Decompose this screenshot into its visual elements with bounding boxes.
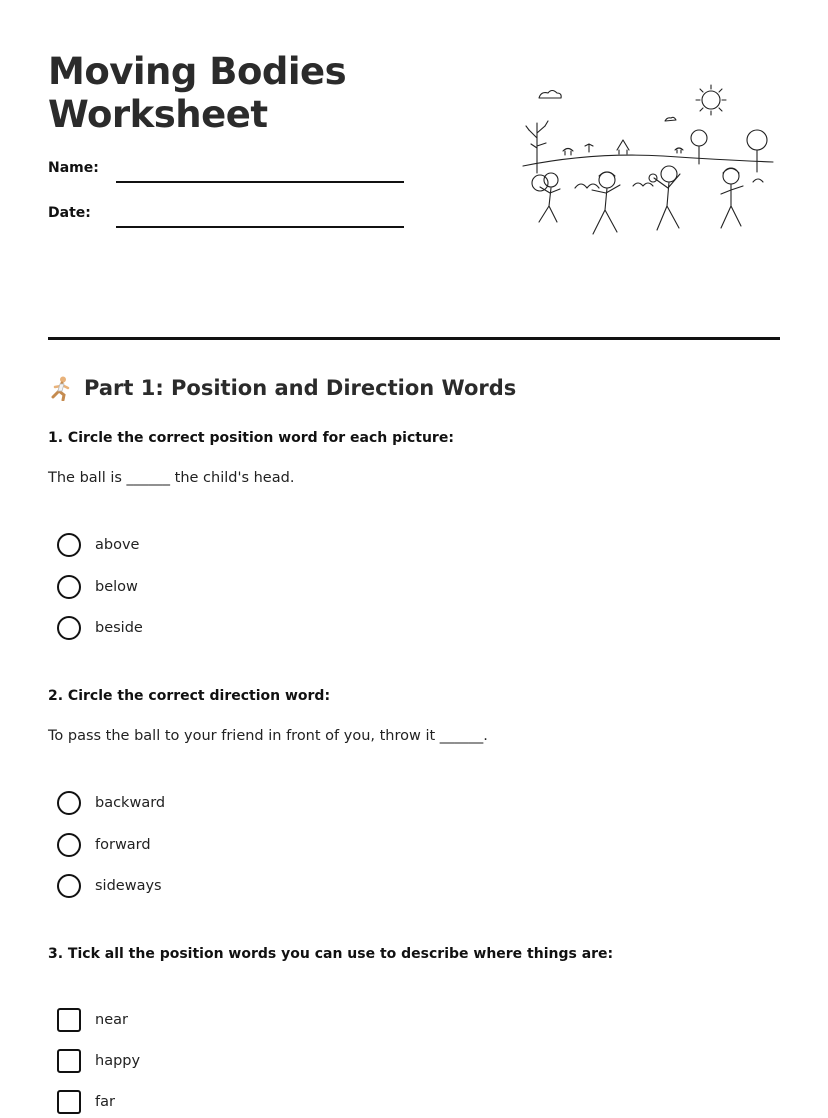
question-3: 3. Tick all the position words you can use to describe where things are: xyxy=(48,946,614,962)
radio-button[interactable] xyxy=(57,616,81,640)
animal-1 xyxy=(563,149,573,156)
q3-option-near[interactable] xyxy=(57,1008,128,1032)
option-label: below xyxy=(95,579,138,595)
name-field[interactable] xyxy=(116,181,404,183)
date-field[interactable] xyxy=(116,226,404,228)
option-label: happy xyxy=(95,1053,141,1069)
checkbox[interactable] xyxy=(57,1090,81,1114)
part1-title: Part 1: Position and Direction Words xyxy=(84,376,517,400)
option-label: beside xyxy=(95,620,143,636)
animal-2 xyxy=(617,140,629,154)
radio-button[interactable] xyxy=(57,575,81,599)
plant xyxy=(585,144,593,152)
option-label: far xyxy=(95,1094,115,1110)
radio-button[interactable] xyxy=(57,833,81,857)
q2-option-sideways[interactable] xyxy=(57,874,162,898)
option-label: backward xyxy=(95,795,166,811)
cloud-icon xyxy=(539,91,561,99)
child-4 xyxy=(721,168,743,228)
running-person-icon xyxy=(48,375,74,401)
option-label: forward xyxy=(95,837,151,853)
date-label: Date: xyxy=(48,205,91,221)
checkbox[interactable] xyxy=(57,1049,81,1073)
worksheet-title xyxy=(48,50,346,136)
q2-option-backward[interactable] xyxy=(57,791,165,815)
q1-option-above[interactable] xyxy=(57,533,139,557)
child-1 xyxy=(532,173,560,222)
radio-button[interactable] xyxy=(57,791,81,815)
option-label: near xyxy=(95,1012,128,1028)
child-2 xyxy=(592,172,620,234)
title-line-1: Moving Bodies xyxy=(48,50,347,93)
sun-icon xyxy=(696,85,726,115)
animal-3 xyxy=(675,148,683,153)
checkbox[interactable] xyxy=(57,1008,81,1032)
section-divider xyxy=(48,337,780,340)
q3-option-far[interactable] xyxy=(57,1090,115,1114)
tree-right xyxy=(691,130,767,172)
child-3 xyxy=(649,166,680,230)
question-2: 2. Circle the correct direction word: xyxy=(48,688,331,704)
name-label: Name: xyxy=(48,160,99,176)
q2-option-forward[interactable] xyxy=(57,833,151,857)
title-line-2: Worksheet xyxy=(48,93,268,136)
q1-option-below[interactable] xyxy=(57,575,138,599)
option-label: above xyxy=(95,537,140,553)
children-running-illustration xyxy=(515,78,775,243)
question-1-prompt: The ball is ______ the child's head. xyxy=(48,470,295,486)
radio-button[interactable] xyxy=(57,874,81,898)
radio-button[interactable] xyxy=(57,533,81,557)
q1-option-beside[interactable] xyxy=(57,616,143,640)
cloud-small-icon xyxy=(665,117,676,121)
question-2-prompt: To pass the ball to your friend in front of you, throw it ______. xyxy=(48,728,488,744)
question-1: 1. Circle the correct position word for each picture: xyxy=(48,430,454,446)
part1-heading xyxy=(48,375,516,401)
q3-option-happy[interactable] xyxy=(57,1049,140,1073)
option-label: sideways xyxy=(95,878,162,894)
hill xyxy=(523,155,773,166)
